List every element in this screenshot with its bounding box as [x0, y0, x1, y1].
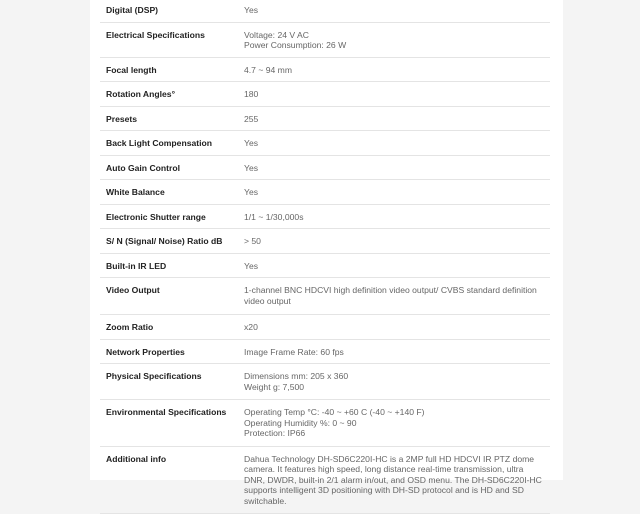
spec-row	[100, 0, 550, 22]
spec-value-line: > 50	[244, 236, 261, 246]
spec-value	[244, 22, 550, 57]
spec-label: Rotation Angles°	[100, 82, 244, 107]
spec-row	[100, 400, 550, 447]
spec-value	[244, 82, 550, 107]
spec-value	[244, 204, 550, 229]
spec-value	[244, 253, 550, 278]
spec-value-line: Protection: IP66	[244, 428, 306, 438]
spec-row	[100, 155, 550, 180]
spec-row	[100, 57, 550, 82]
spec-value-line: Yes	[244, 162, 259, 173]
spec-value-line: Dahua Technology DH-SD6C220I-HC is a 2MP full HD HDCVI IR PTZ dome camera. It features high speed, long distance real-time transmission, ultra DNR, DWDR, built-in 2/1 alarm in/out, and OSD menu. The DH-SD6C220I-HC supports intelligent 3D positioning with DH-SD protocol and is HD and SD switchable.	[244, 453, 542, 506]
spec-value-line: Dimensions mm: 205 x 360	[244, 371, 349, 381]
spec-label: Built-in IR LED	[100, 253, 244, 278]
spec-label: Focal length	[100, 57, 244, 82]
spec-label: Additional info	[100, 446, 244, 514]
spec-label: Network Properties	[100, 339, 244, 364]
spec-value-line: 180	[244, 89, 259, 99]
spec-value-line: Weight g: 7,500	[244, 381, 305, 392]
spec-row	[100, 106, 550, 131]
spec-value-line: 255	[244, 113, 259, 124]
spec-value-line: Image Frame Rate: 60 fps	[244, 346, 344, 357]
spec-value-line: 1/1 ~ 1/30,000s	[244, 211, 304, 222]
spec-value-line: Operating Humidity %: 0 ~ 90	[244, 417, 357, 428]
spec-row	[100, 22, 550, 57]
spec-row	[100, 446, 550, 514]
spec-row	[100, 278, 550, 315]
spec-row	[100, 339, 550, 364]
spec-value	[244, 229, 550, 254]
spec-value-line: 4.7 ~ 94 mm	[244, 64, 293, 75]
spec-value-line: Yes	[244, 260, 259, 271]
spec-value-line: Yes	[244, 138, 259, 148]
spec-value	[244, 180, 550, 205]
spec-label: Environmental Specifications	[100, 400, 244, 447]
spec-value	[244, 131, 550, 156]
spec-value	[244, 364, 550, 400]
spec-label: Physical Specifications	[100, 364, 244, 400]
spec-label: Digital (DSP)	[100, 0, 244, 22]
spec-label: Electronic Shutter range	[100, 204, 244, 229]
spec-value	[244, 400, 550, 447]
spec-row	[100, 253, 550, 278]
spec-value-line: Operating Temp °C: -40 ~ +60 C (-40 ~ +140 F)	[244, 407, 425, 417]
spec-label: S/ N (Signal/ Noise) Ratio dB	[100, 229, 244, 254]
spec-value-line: Yes	[244, 187, 259, 197]
spec-row	[100, 229, 550, 254]
spec-label: Zoom Ratio	[100, 315, 244, 340]
spec-value-line: 1-channel BNC HDCVI high definition video output/ CVBS standard definition video output	[244, 285, 537, 306]
spec-value	[244, 155, 550, 180]
spec-row	[100, 364, 550, 400]
spec-label: Presets	[100, 106, 244, 131]
spec-value	[244, 0, 550, 22]
spec-label: Video Output	[100, 278, 244, 315]
spec-value	[244, 446, 550, 514]
spec-row	[100, 180, 550, 205]
spec-value	[244, 339, 550, 364]
spec-value	[244, 315, 550, 340]
spec-value-line: Power Consumption: 26 W	[244, 40, 347, 50]
spec-row	[100, 315, 550, 340]
spec-row	[100, 204, 550, 229]
spec-value	[244, 57, 550, 82]
spec-value-line: Yes	[244, 5, 259, 15]
spec-value-line: x20	[244, 322, 258, 332]
spec-panel	[90, 0, 563, 506]
spec-label: Auto Gain Control	[100, 155, 244, 180]
spec-row	[100, 131, 550, 156]
spec-label: White Balance	[100, 180, 244, 205]
spec-label: Electrical Specifications	[100, 22, 244, 57]
spec-row	[100, 82, 550, 107]
spec-table	[100, 0, 550, 514]
spec-value-line: Voltage: 24 V AC	[244, 29, 309, 40]
spec-label: Back Light Compensation	[100, 131, 244, 156]
spec-value	[244, 106, 550, 131]
spec-value	[244, 278, 550, 315]
